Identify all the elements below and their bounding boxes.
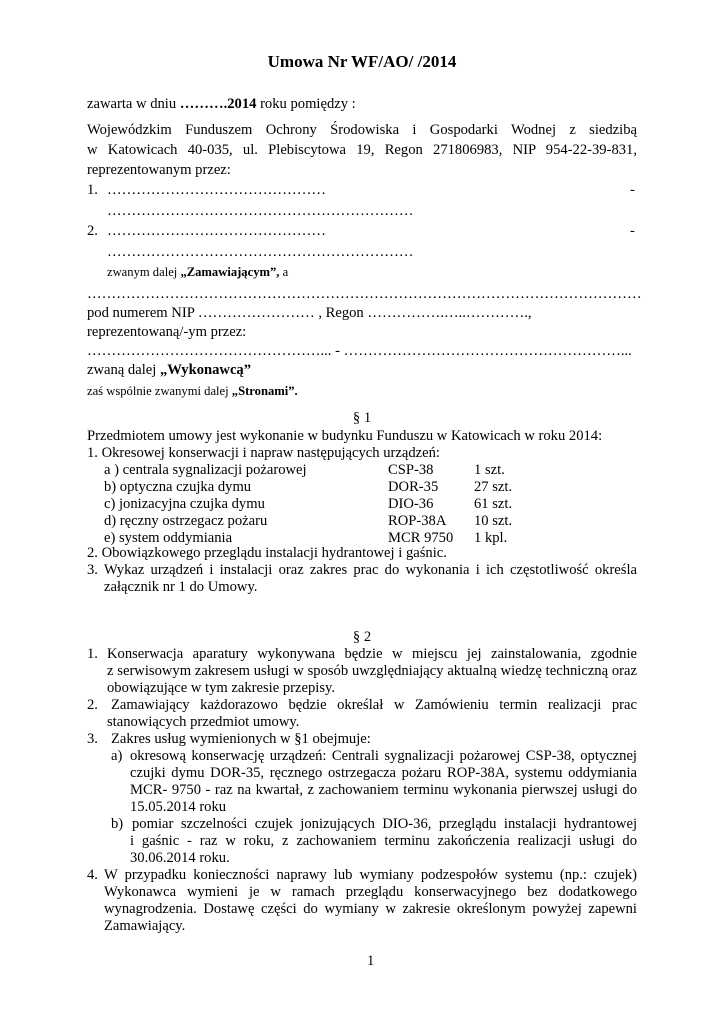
party1-line2: w Katowicach 40-035, ul. Plebiscytowa 19, Regon 271806983, NIP 954-22-39-831,: [87, 142, 637, 158]
section1-item3-line2: załącznik nr 1 do Umowy.: [104, 579, 258, 595]
device-qty: 1 szt.: [474, 462, 505, 478]
device-qty: 1 kpl.: [474, 530, 508, 546]
s2-a-line1: okresową konserwację urządzeń: Centrali sygnalizacji pożarowej CSP-38, optycznej: [130, 748, 637, 764]
s2-b-label: b): [111, 816, 124, 832]
s2-p4-line1: W przypadku konieczności naprawy lub wymiany podzespołów systemu (np.: czujek): [104, 867, 637, 883]
section1-intro: Przedmiotem umowy jest wykonanie w budynku Funduszu w Katowicach w roku 2014:: [87, 428, 603, 444]
device-row: [0, 462, 724, 479]
contract-date: ……….2014: [179, 96, 257, 112]
s2-a-label: a): [111, 748, 123, 764]
rep1-dots: ………………………………………: [107, 182, 326, 198]
device-model: DIO-36: [388, 496, 434, 512]
party1-line1: Wojewódzkim Funduszem Ochrony Środowiska i Gospodarki Wodnej z siedzibą: [87, 122, 637, 138]
device-name: e) system oddymiania: [104, 530, 233, 546]
device-qty: 27 szt.: [474, 479, 513, 495]
party2-rep-line: reprezentowaną/-ym przez:: [87, 324, 247, 340]
rep2-dash: -: [630, 223, 635, 239]
section2-heading: § 2: [352, 629, 372, 645]
party1-name: „Zamawiającym”,: [180, 265, 280, 279]
s2-p4-line2: Wykonawca wymieni je w ramach przeglądu konserwacyjnego bez dodatkowego: [104, 884, 637, 900]
s2-p3-line1: Zakres usług wymienionych w §1 obejmuje:: [111, 731, 371, 747]
device-name: d) ręczny ostrzegacz pożaru: [104, 513, 268, 529]
device-row: [0, 479, 724, 496]
s2-p2-line2: stanowiących przedmiot umowy.: [107, 714, 300, 730]
s2-b-line2: i gaśnic - raz w roku, z zachowaniem terminu zakończenia realizacji usługi do: [130, 833, 637, 849]
device-qty: 10 szt.: [474, 513, 513, 529]
device-name: a ) centrala sygnalizacji pożarowej: [104, 462, 307, 478]
section1-item2: 2. Obowiązkowego przeglądu instalacji hydrantowej i gaśnic.: [87, 545, 447, 561]
s2-a-line4: 15.05.2014 roku: [130, 799, 227, 815]
rep2-dots: ………………………………………: [107, 223, 326, 239]
device-row: [0, 513, 724, 530]
device-model: CSP-38: [388, 462, 434, 478]
device-name: c) jonizacyjna czujka dymu: [104, 496, 265, 512]
document-title: Umowa Nr WF/AO/ /2014: [267, 52, 457, 71]
s2-b-line1: pomiar szczelności czujek jonizujących DIO-36, przeglądu instalacji hydrantowej: [132, 816, 637, 832]
s2-p4-line3: wynagrodzenia. Dostawę części do wymiany w zakresie określonym powyżej zapewni: [104, 901, 637, 917]
s2-p1-line3: obowiązujące w tym zakresie przepisy.: [107, 680, 335, 696]
s2-p2-line1: Zamawiający każdorazowo będzie określał w Zamówieniu termin realizacji prac: [111, 697, 637, 713]
section1-item1: 1. Okresowej konserwacji i napraw następujących urządzeń:: [87, 445, 440, 461]
device-name: b) optyczna czujka dymu: [104, 479, 252, 495]
rep1-dots2: ………………………………………………………: [107, 203, 414, 219]
s2-p2-number: 2.: [87, 697, 98, 713]
s2-a-line2: czujki dymu DOR-35, ręcznego ostrzegacza pożaru ROP-38A, systemu oddymiania: [130, 765, 637, 781]
s2-p1-line2: z serwisowym zakresem usługi w sposób uwzględniający aktualną wiedzę techniczną oraz: [107, 663, 637, 679]
rep2-dots2: ………………………………………………………: [107, 244, 414, 260]
page-number: 1: [367, 953, 375, 969]
date-line: zawarta w dniu ……….2014 roku pomiędzy :: [87, 96, 356, 112]
party1-called: zwanym dalej „Zamawiającym”, a: [107, 265, 289, 279]
party1-line3: reprezentowanym przez:: [87, 162, 231, 178]
party2-called: zwaną dalej „Wykonawcą”: [87, 362, 252, 378]
device-row: [0, 496, 724, 513]
party2-rep-dots: …………………………………………... - …………………………………………………...: [87, 343, 632, 359]
section1-item3-line1: 3. Wykaz urządzeń i instalacji oraz zakres prac do wykonania i ich częstotliwość określa: [87, 562, 637, 578]
s2-a-line3: MCR- 9750 - raz na kwartał, z zachowaniem terminu wykonania pierwszej usługi do: [130, 782, 637, 798]
s2-p4-line4: Zamawiający.: [104, 918, 186, 934]
s2-p1-number: 1.: [87, 646, 98, 662]
parties-name: „Stronami”.: [231, 384, 298, 398]
rep2-number: 2.: [87, 223, 98, 239]
party2-dots-line: ……………………………………………………………………………………………………: [87, 286, 642, 302]
section1-heading: § 1: [352, 410, 372, 426]
s2-p1-line1: Konserwacja aparatury wykonywana będzie w miejscu jej zainstalowania, zgodnie: [107, 646, 637, 662]
party2-nip-line: pod numerem NIP …………………… , Regon …………….…..………….,: [87, 305, 532, 321]
device-model: DOR-35: [388, 479, 439, 495]
device-model: ROP-38A: [388, 513, 447, 529]
s2-p4-number: 4.: [87, 867, 98, 883]
rep1-dash: -: [630, 182, 635, 198]
rep1-number: 1.: [87, 182, 98, 198]
parties-together: zaś wspólnie zwanymi dalej „Stronami”.: [87, 384, 298, 398]
device-qty: 61 szt.: [474, 496, 513, 512]
party2-name: „Wykonawcą”: [159, 362, 252, 378]
s2-p3-number: 3.: [87, 731, 98, 747]
device-model: MCR 9750: [388, 530, 454, 546]
s2-b-line3: 30.06.2014 roku.: [130, 850, 230, 866]
